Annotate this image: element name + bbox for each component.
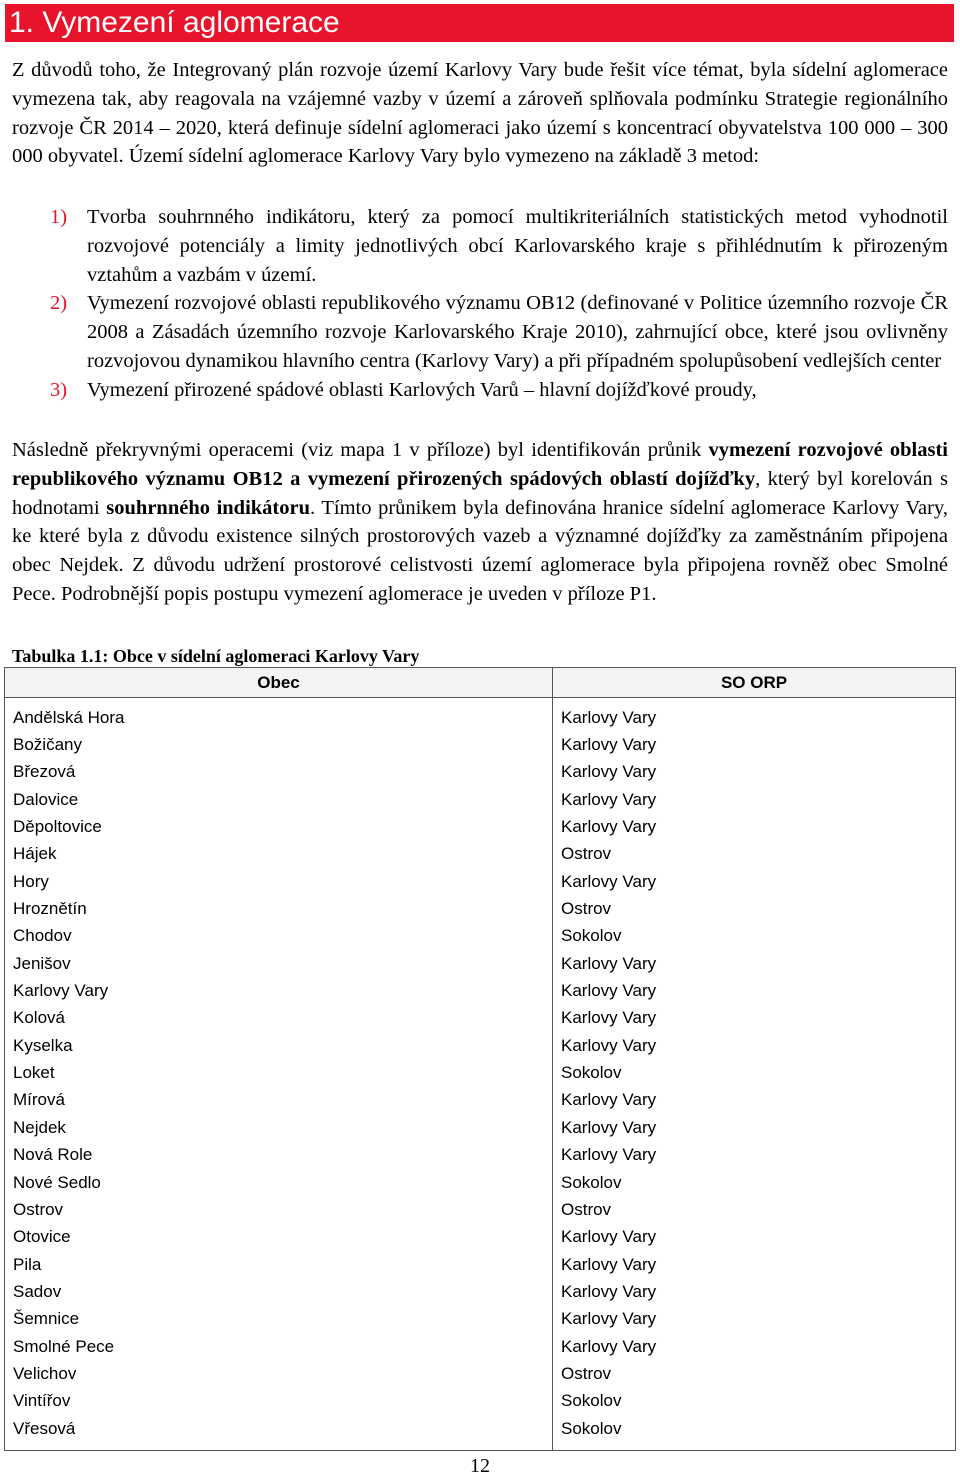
method-number: 1) <box>50 206 68 228</box>
method-number: 2) <box>50 292 68 315</box>
cell-obec: Kolová <box>5 1005 553 1032</box>
table-row <box>5 1196 956 1223</box>
table-row <box>5 813 956 840</box>
result-paragraph <box>12 436 948 609</box>
column-header-obec: Obec <box>5 668 553 698</box>
cell-so-orp: Ostrov <box>553 1360 956 1387</box>
cell-obec: Děpoltovice <box>5 813 553 840</box>
cell-obec: Mírová <box>5 1087 553 1114</box>
cell-so-orp: Karlovy Vary <box>553 1306 956 1333</box>
method-item <box>12 376 948 405</box>
table-row <box>5 698 956 732</box>
cell-so-orp: Ostrov <box>553 841 956 868</box>
result-text-1: Následně překryvnými operacemi (viz mapa 1 v příloze) byl identifikován průnik <box>12 439 709 461</box>
methods-list <box>12 203 948 405</box>
table-row <box>5 786 956 813</box>
cell-so-orp: Karlovy Vary <box>553 1251 956 1278</box>
cell-obec: Božičany <box>5 731 553 758</box>
cell-obec: Hájek <box>5 841 553 868</box>
intro-paragraph: Z důvodů toho, že Integrovaný plán rozvoje území Karlovy Vary bude řešit více témat, byla sídelní aglomerace vymezena tak, aby reagovala na vzájemné vazby v území a zároveň splňovala podmínku Strategie regionálního rozvoje ČR 2014 – 2020, která definuje sídelní aglomeraci jako území s koncentrací obyvatelstva 100 000 – 300 000 obyvatel. Území sídelní aglomerace Karlovy Vary bylo vymezeno na základě 3 metod: <box>12 59 948 168</box>
table-row <box>5 1278 956 1305</box>
table-row <box>5 895 956 922</box>
cell-so-orp: Sokolov <box>553 923 956 950</box>
table-row <box>5 1224 956 1251</box>
method-text: Vymezení rozvojové oblasti republikového významu OB12 (definované v Politice územního rozvoje ČR 2008 a Zásadách územního rozvoje Karlovarského Kraje 2010), zahrnující obce, které jsou ovlivněny rozvojovou dynamikou hlavního centra (Karlovy Vary) a při případném spolupůsobení vedlejších center <box>87 292 948 372</box>
table-row <box>5 1415 956 1451</box>
table-row <box>5 1333 956 1360</box>
cell-so-orp: Karlovy Vary <box>553 1114 956 1141</box>
table-row <box>5 731 956 758</box>
cell-so-orp: Karlovy Vary <box>553 698 956 732</box>
table-row <box>5 950 956 977</box>
table-row <box>5 759 956 786</box>
cell-obec: Andělská Hora <box>5 698 553 732</box>
cell-obec: Pila <box>5 1251 553 1278</box>
table-row <box>5 1005 956 1032</box>
cell-so-orp: Karlovy Vary <box>553 950 956 977</box>
table-row <box>5 841 956 868</box>
table-row <box>5 1032 956 1059</box>
table-row <box>5 1360 956 1387</box>
table-row <box>5 1169 956 1196</box>
result-bold-2: souhrnného indikátoru <box>106 496 311 519</box>
cell-so-orp: Karlovy Vary <box>553 1087 956 1114</box>
result-bold-1: vymezení rozvojové oblasti republikového významu OB12 a vymezení přirozených spádových oblastí dojížďky <box>12 439 948 490</box>
table-row <box>5 1114 956 1141</box>
cell-so-orp: Karlovy Vary <box>553 786 956 813</box>
cell-so-orp: Karlovy Vary <box>553 1142 956 1169</box>
municipalities-table <box>4 667 956 1451</box>
method-item <box>12 203 948 289</box>
column-header-so-orp: SO ORP <box>553 668 956 698</box>
cell-so-orp: Karlovy Vary <box>553 813 956 840</box>
cell-so-orp: Karlovy Vary <box>553 1005 956 1032</box>
cell-obec: Loket <box>5 1059 553 1086</box>
page-number: 12 <box>470 1455 490 1477</box>
cell-so-orp: Ostrov <box>553 1196 956 1223</box>
cell-obec: Nejdek <box>5 1114 553 1141</box>
table-row <box>5 1251 956 1278</box>
cell-obec: Vintířov <box>5 1388 553 1415</box>
cell-obec: Nová Role <box>5 1142 553 1169</box>
table-row <box>5 1142 956 1169</box>
table-row <box>5 1059 956 1086</box>
cell-so-orp: Karlovy Vary <box>553 1278 956 1305</box>
cell-obec: Velichov <box>5 1360 553 1387</box>
cell-so-orp: Karlovy Vary <box>553 1333 956 1360</box>
cell-obec: Otovice <box>5 1224 553 1251</box>
cell-obec: Dalovice <box>5 786 553 813</box>
cell-so-orp: Karlovy Vary <box>553 1032 956 1059</box>
cell-obec: Sadov <box>5 1278 553 1305</box>
cell-obec: Smolné Pece <box>5 1333 553 1360</box>
method-text: Vymezení přirozené spádové oblasti Karlových Varů – hlavní dojížďkové proudy, <box>87 378 757 401</box>
table-row <box>5 1087 956 1114</box>
table-row <box>5 1306 956 1333</box>
table-header-row <box>5 668 956 698</box>
table-row <box>5 868 956 895</box>
cell-obec: Vřesová <box>5 1415 553 1451</box>
cell-so-orp: Ostrov <box>553 895 956 922</box>
cell-obec: Chodov <box>5 923 553 950</box>
cell-obec: Hory <box>5 868 553 895</box>
table-row <box>5 977 956 1004</box>
cell-so-orp: Karlovy Vary <box>553 731 956 758</box>
method-number: 3) <box>50 378 68 401</box>
method-item <box>12 289 948 375</box>
cell-obec: Kyselka <box>5 1032 553 1059</box>
cell-so-orp: Sokolov <box>553 1388 956 1415</box>
cell-so-orp: Sokolov <box>553 1415 956 1451</box>
cell-so-orp: Sokolov <box>553 1169 956 1196</box>
cell-obec: Šemnice <box>5 1306 553 1333</box>
cell-obec: Karlovy Vary <box>5 977 553 1004</box>
result-text-3: . Tímto průnikem byla definována hranice sídelní aglomerace Karlovy Vary, ke které byla z důvodu existence silných prostorových vazeb a významné dojížďky za zaměstnáním připojena obec Nejdek. Z důvodu udržení prostorové celistvosti území aglomerace byla připojena rovněž obec Smolné Pece. Podrobnější popis postupu vymezení aglomerace je uveden v příloze P1. <box>12 496 949 605</box>
table-caption: Tabulka 1.1: Obce v sídelní aglomeraci Karlovy Vary <box>12 646 420 666</box>
cell-obec: Ostrov <box>5 1196 553 1223</box>
method-text: Tvorba souhrnného indikátoru, který za pomocí multikriteriálních statistických metod vyhodnotil rozvojové potenciály a limity jednotlivých obcí Karlovarského kraje s přihlédnutím k přirozeným vztahům a vazbám v území. <box>87 206 948 286</box>
table-row <box>5 923 956 950</box>
cell-obec: Hroznětín <box>5 895 553 922</box>
cell-obec: Jenišov <box>5 950 553 977</box>
cell-so-orp: Karlovy Vary <box>553 977 956 1004</box>
cell-so-orp: Sokolov <box>553 1059 956 1086</box>
cell-so-orp: Karlovy Vary <box>553 759 956 786</box>
table-row <box>5 1388 956 1415</box>
cell-so-orp: Karlovy Vary <box>553 868 956 895</box>
cell-obec: Březová <box>5 759 553 786</box>
section-heading: 1. Vymezení aglomerace <box>5 4 954 42</box>
cell-obec: Nové Sedlo <box>5 1169 553 1196</box>
cell-so-orp: Karlovy Vary <box>553 1224 956 1251</box>
result-text-2: , který byl korelován s hodnotami <box>12 467 949 519</box>
